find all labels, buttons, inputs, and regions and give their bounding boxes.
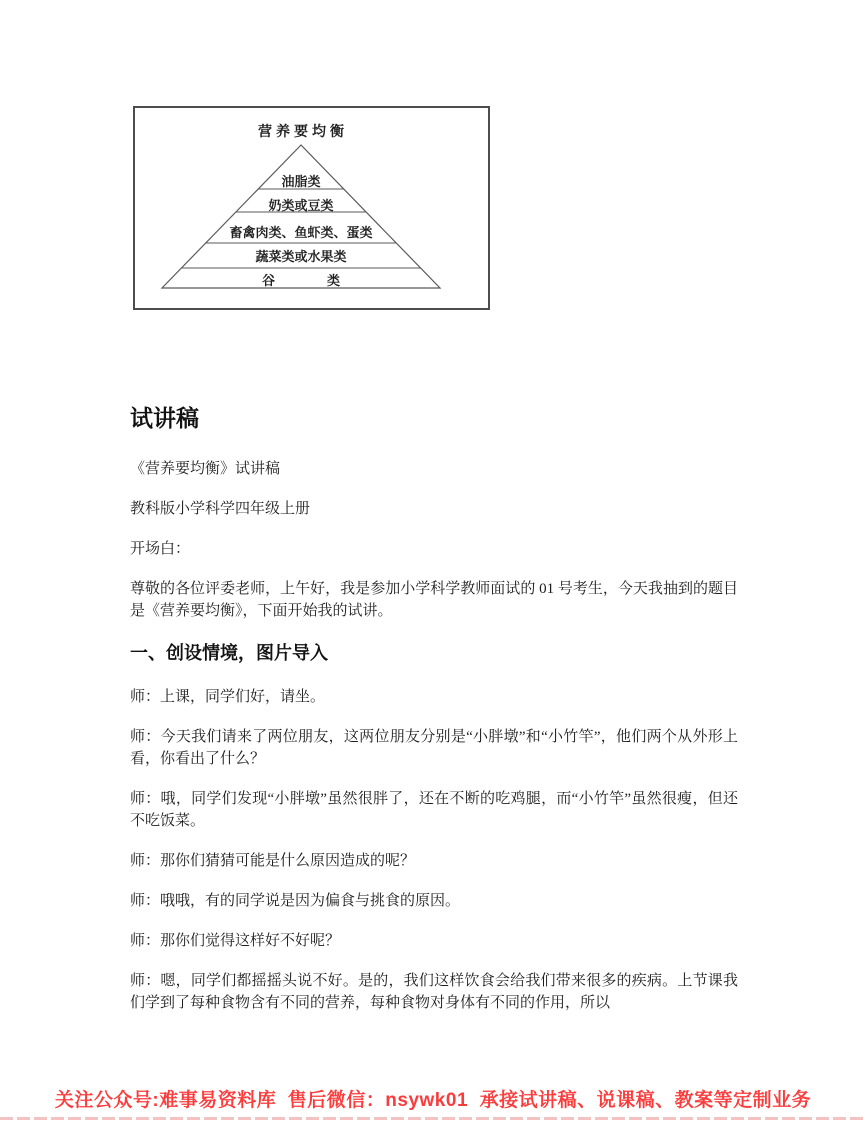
dialogue-paragraph: 师：今天我们请来了两位朋友，这两位朋友分别是“小胖墩”和“小竹竿”，他们两个从外形上看，你看出了什么？ (130, 729, 738, 767)
pyramid-level: 畜禽肉类、鱼虾类、蛋类 (229, 225, 373, 240)
document-body (130, 404, 738, 1032)
page-title: 试讲稿 (130, 405, 199, 431)
intro-paragraph: 尊敬的各位评委老师，上午好，我是参加小学科学教师面试的 01 号考生，今天我抽到的题目是《营养要均衡》，下面开始我的试讲。 (130, 581, 738, 619)
pyramid-outline (162, 145, 440, 288)
footer-divider (0, 1117, 866, 1120)
intro-paragraph: 《营养要均衡》试讲稿 (130, 461, 281, 477)
pyramid-level: 油脂类 (281, 174, 321, 189)
intro-paragraph: 教科版小学科学四年级上册 (130, 501, 311, 517)
section-heading: 一、创设情境，图片导入 (130, 643, 328, 663)
dialogue-paragraph: 师：嗯，同学们都摇摇头说不好。是的，我们这样饮食会给我们带来很多的疾病。上节课我们学到了每种食物含有不同的营养，每种食物对身体有不同的作用，所以 (130, 973, 738, 1011)
dialogue-paragraph: 师：那你们觉得这样好不好呢？ (130, 933, 341, 949)
dialogue-paragraph: 师：哦，同学们发现“小胖墩”虽然很胖了，还在不断的吃鸡腿，而“小竹竿”虽然很瘦，但还不吃饭菜。 (130, 791, 738, 829)
pyramid-level: 蔬菜类或水果类 (255, 249, 347, 264)
dialogue-paragraph: 师：上课，同学们好，请坐。 (130, 689, 326, 705)
nutrition-pyramid-figure (133, 106, 490, 310)
promo-footer-text: 关注公众号:难事易资料库 售后微信：nsywk01 承接试讲稿、说课稿、教案等定制业务 (54, 1090, 812, 1111)
pyramid-level: 奶类或豆类 (268, 198, 334, 213)
pyramid-diagram (135, 108, 488, 308)
intro-paragraph: 开场白： (130, 541, 191, 557)
dialogue-paragraph: 师：那你们猜猜可能是什么原因造成的呢？ (130, 853, 416, 869)
pyramid-title: 营养要均衡 (258, 125, 348, 140)
pyramid-level: 谷 类 (261, 273, 341, 288)
dialogue-paragraph: 师：哦哦，有的同学说是因为偏食与挑食的原因。 (130, 893, 461, 909)
